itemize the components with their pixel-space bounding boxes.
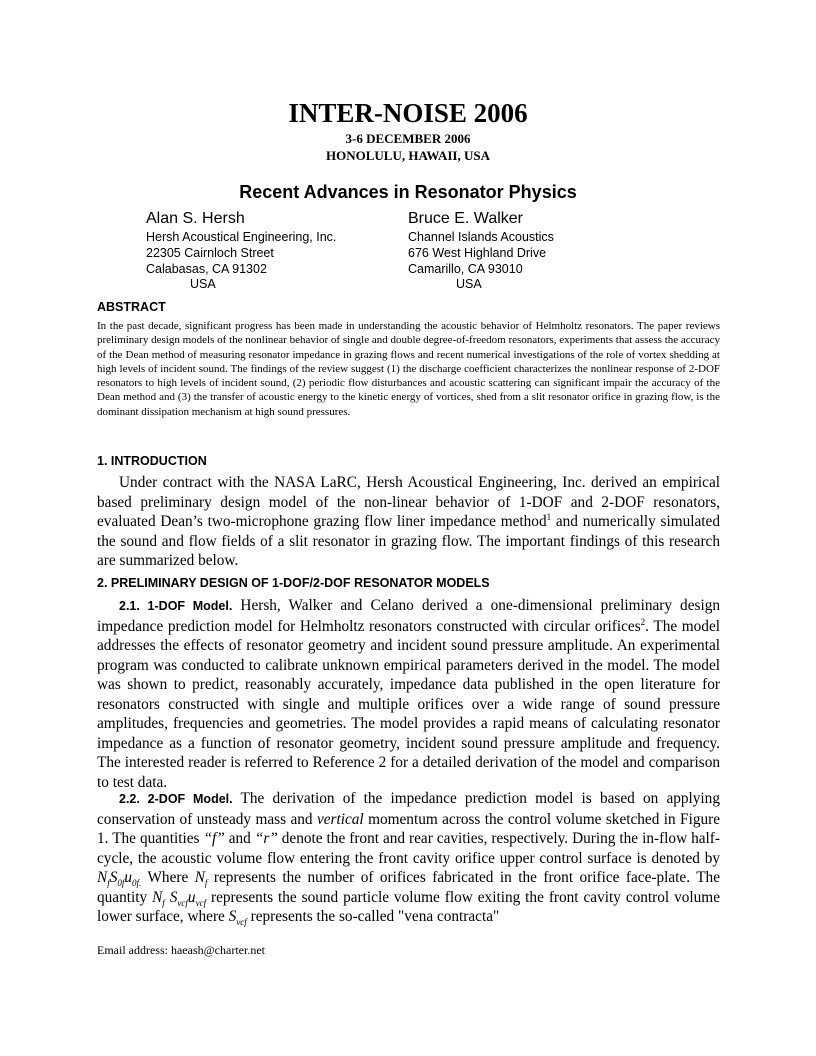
- subsection-2-1-label: 2.1. 1-DOF Model.: [119, 599, 233, 613]
- section-1-paragraph: Under contract with the NASA LaRC, Hersh Acoustical Engineering, Inc. derived an empirical based preliminary design model of the non-linear behavior of 1-DOF and 2-DOF resonators, evaluated Dean’s two-microphone grazing flow liner impedance method$^1$ and numerically simulated the sound and flow fields of a slit resonator in grazing flow. The important findings of this research are summarized below.: [97, 474, 720, 569]
- abstract-heading: ABSTRACT: [97, 300, 166, 314]
- section-2-1-body: [97, 596, 720, 792]
- abstract-text: In the past decade, significant progress has been made in understanding the acoustic behavior of Helmholtz resonators. The paper reviews preliminary design models of the nonlinear behavior of single and double degree-of-freedom resonators, experiments that assess the accuracy of the Dean method of measuring resonator impedance in grazing flows and recent numerical investigations of the role of vortex shedding at high levels of incident sound. The findings of the review suggest (1) the discharge coefficient characterizes the nonlinear response of 2-DOF resonators to high levels of incident sound, (2) periodic flow disturbances and acoustic scattering can significant impair the accuracy of the Dean method and (3) the transfer of acoustic energy to the kinetic energy of vortices, shed from a slit resonator orifice in grazing flow, is the dominant dissipation mechanism at high sound pressures.: [97, 320, 720, 418]
- author-1-country: USA: [190, 277, 216, 291]
- conference-name: INTER-NOISE 2006: [288, 98, 528, 128]
- conference-dates: 3-6 DECEMBER 2006: [345, 131, 471, 146]
- paper-title: Recent Advances in Resonator Physics: [239, 182, 577, 202]
- section-2-heading: 2. PRELIMINARY DESIGN OF 1-DOF/2-DOF RESONATOR MODELS: [97, 576, 490, 590]
- reference-marker: 2: [640, 616, 646, 627]
- conference-location: HONOLULU, HAWAII, USA: [326, 148, 490, 163]
- section-2-2-paragraph: 2.2. 2-DOF Model. The derivation of the impedance prediction model is based on applying conservation of unsteady mass and vertical momentum across the control volume sketched in Figure 1. The quantities “f” and “r” denote the front and rear cavities, respectively. During the in-flow half-cycle, the acoustic volume flow entering the front cavity orifice upper control surface is denoted by $N_fS_{0f}u_{0f.}$ Where $N_f$ represents the number of orifices fabricated in the front orifice face-plate. The quantity $N_f$ $S_{vcf}u_{vcf}$ represents the sound particle volume flow exiting the front cavity control volume lower surface, where $S_{vcf}$ represents the so-called "vena contracta": [97, 790, 720, 928]
- author-2-street: 676 West Highland Drive: [408, 246, 547, 260]
- section-1-body: [97, 473, 720, 571]
- author-2-country: USA: [456, 277, 482, 291]
- email-footnote: Email address: haeash@charter.net: [97, 943, 265, 957]
- author-1-name: Alan S. Hersh: [146, 210, 245, 227]
- author-1-city: Calabasas, CA 91302: [146, 262, 267, 276]
- subsection-2-2-label: 2.2. 2-DOF Model.: [119, 792, 233, 806]
- section-2-2-body: [97, 789, 720, 927]
- author-1-affiliation: Hersh Acoustical Engineering, Inc.: [146, 230, 337, 244]
- author-1-street: 22305 Cairnloch Street: [146, 246, 274, 260]
- author-2-name: Bruce E. Walker: [408, 210, 523, 227]
- section-2-1-paragraph: 2.1. 1-DOF Model. Hersh, Walker and Celano derived a one-dimensional preliminary design impedance prediction model for Helmholtz resonators constructed with circular orifices$^2$. The model addresses the effects of resonator geometry and incident sound pressure amplitude. An experimental program was conducted to calibrate unknown empirical parameters derived in the model. The model was shown to predict, reasonably accurately, impedance data published in the open literature for resonators constructed with single and multiple orifices over a wide range of sound pressure amplitudes, frequencies and geometries. The model provides a rapid means of calculating resonator impedance as a function of resonator geometry, incident sound pressure amplitude and frequency. The interested reader is referred to Reference 2 for a detailed derivation of the model and comparison to test data.: [97, 597, 720, 791]
- author-2-city: Camarillo, CA 93010: [408, 262, 523, 276]
- section-1-heading: 1. INTRODUCTION: [97, 454, 207, 468]
- author-2-affiliation: Channel Islands Acoustics: [408, 230, 554, 244]
- reference-marker: 1: [546, 511, 552, 522]
